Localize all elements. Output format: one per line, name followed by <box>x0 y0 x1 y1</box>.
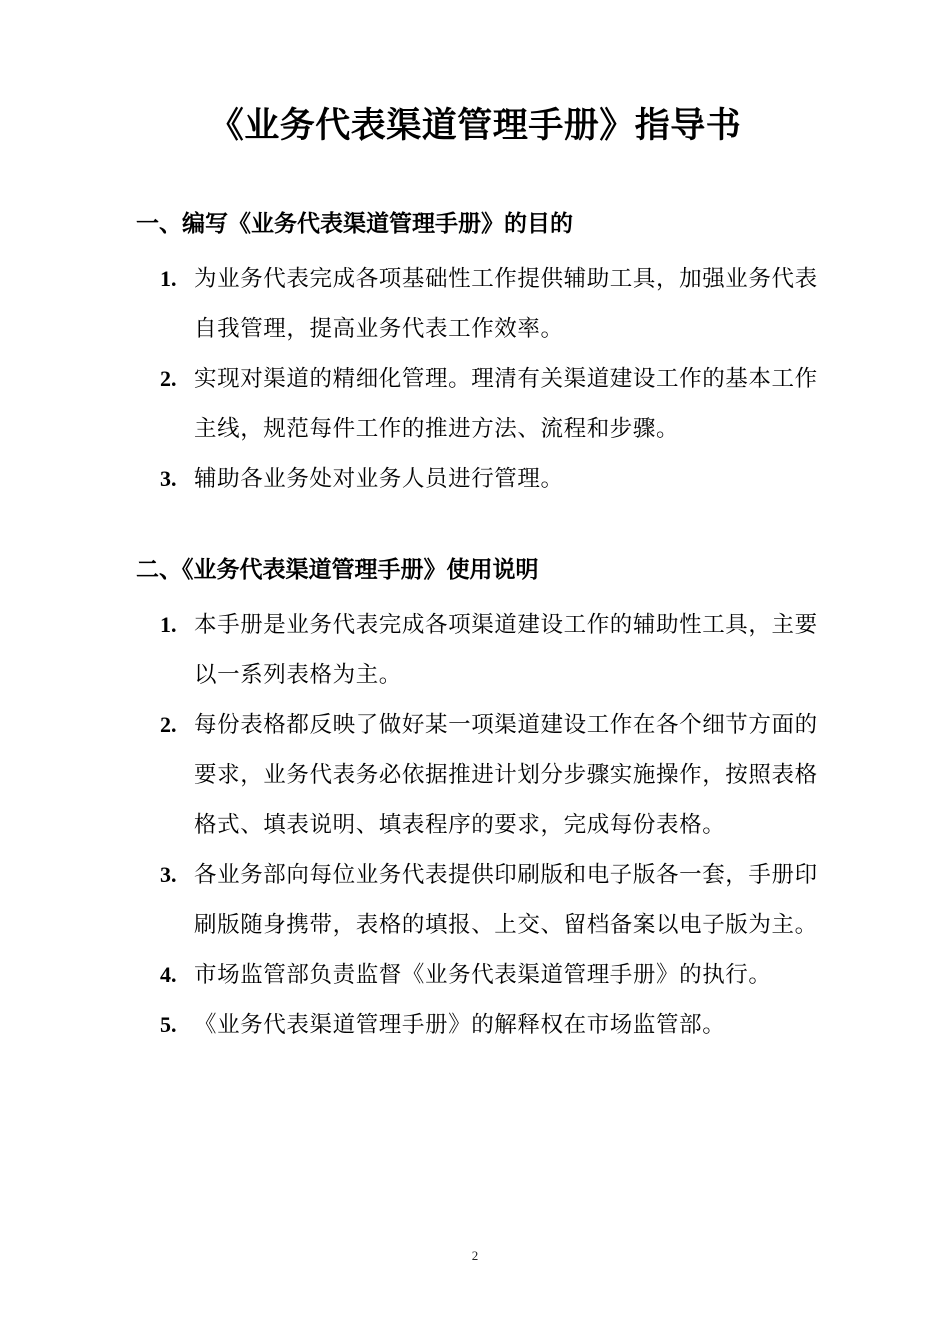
list-item-text: 本手册是业务代表完成各项渠道建设工作的辅助性工具，主要以一系列表格为主。 <box>194 612 818 688</box>
section-heading: 二、《业务代表渠道管理手册》使用说明 <box>136 557 539 583</box>
purpose-list <box>136 254 836 504</box>
list-item-number: 3. <box>160 862 177 887</box>
list-item <box>136 950 824 1000</box>
list-item-text: 为业务代表完成各项基础性工作提供辅助工具，加强业务代表自我管理，提高业务代表工作效率。 <box>194 266 818 342</box>
list-item-number: 2. <box>160 366 177 391</box>
list-item <box>136 850 824 950</box>
list-item-text: 市场监管部负责监督《业务代表渠道管理手册》的执行。 <box>194 962 772 988</box>
list-item-text: 实现对渠道的精细化管理。理清有关渠道建设工作的基本工作主线，规范每件工作的推进方法、流程和步骤。 <box>194 366 818 442</box>
usage-list <box>136 600 836 1050</box>
list-item <box>136 354 824 454</box>
list-item-number: 4. <box>160 962 177 987</box>
list-item-number: 1. <box>160 266 177 291</box>
list-item-text: 《业务代表渠道管理手册》的解释权在市场监管部。 <box>194 1012 726 1038</box>
page-number: 2 <box>471 1248 479 1263</box>
list-item <box>136 454 824 504</box>
list-item-number: 1. <box>160 612 177 637</box>
list-item-text: 各业务部向每位业务代表提供印刷版和电子版各一套，手册印刷版随身携带，表格的填报、上交、留档备案以电子版为主。 <box>194 862 818 938</box>
document-title: 《业务代表渠道管理手册》指导书 <box>208 106 742 146</box>
list-item <box>136 1000 824 1050</box>
list-item <box>136 700 824 850</box>
list-item <box>136 600 824 700</box>
list-item <box>136 254 824 354</box>
section-usage <box>136 550 836 1050</box>
list-item-number: 5. <box>160 1012 177 1037</box>
list-item-number: 2. <box>160 712 177 737</box>
list-item-text: 辅助各业务处对业务人员进行管理。 <box>194 466 564 492</box>
section-purpose <box>136 204 836 504</box>
list-item-number: 3. <box>160 466 177 491</box>
list-item-text: 每份表格都反映了做好某一项渠道建设工作在各个细节方面的要求，业务代表务必依据推进计划分步骤实施操作，按照表格格式、填表说明、填表程序的要求，完成每份表格。 <box>194 712 818 838</box>
section-heading: 一、编写《业务代表渠道管理手册》的目的 <box>136 211 573 237</box>
